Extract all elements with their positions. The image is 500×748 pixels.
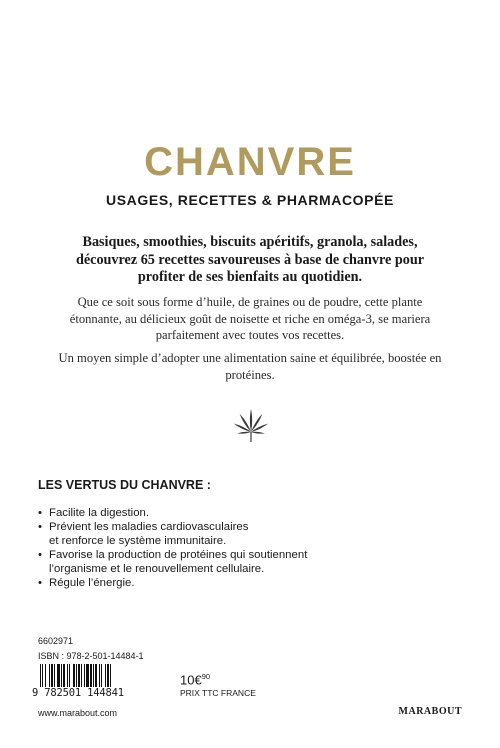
- price: [180, 672, 210, 687]
- lead-paragraph: Basiques, smoothies, biscuits apéritifs, granola, salades, découvrez 65 recettes savoureuses à base de chanvre pour profiter de ses bienfaits au quotidien.: [75, 234, 425, 285]
- list-item: [38, 576, 458, 590]
- hemp-leaf-icon: [231, 408, 271, 448]
- book-subtitle: USAGES, RECETTES & PHARMACOPÉE: [106, 192, 394, 208]
- barcode-digits: 9 782501 144841: [32, 687, 158, 699]
- website-link[interactable]: www.marabout.com: [38, 708, 118, 718]
- description-paragraph-2: Un moyen simple d’adopter une alimentation saine et équilibrée, boostée en protéines.: [58, 351, 442, 382]
- list-item-text: l’organisme et le renouvellement cellulaire.: [49, 563, 265, 575]
- description-paragraph-1: Que ce soit sous forme d’huile, de graines ou de poudre, cette plante étonnante, au délicieux goût de noisette et riche en oméga-3, se mariera parfaitement avec toutes vos recettes.: [69, 295, 431, 342]
- list-item-text: et renforce le système immunitaire.: [49, 535, 227, 547]
- virtues-list: [38, 506, 458, 590]
- list-item-text: Régule l’énergie.: [49, 577, 135, 589]
- publisher-logo: MARABOUT: [398, 706, 462, 717]
- list-item-text: Favorise la production de protéines qui soutiennent: [49, 549, 308, 561]
- list-item: [38, 520, 458, 548]
- isbn: ISBN : 978-2-501-14484-1: [38, 651, 144, 661]
- list-item-text: Facilite la digestion.: [49, 507, 150, 519]
- list-item: [38, 506, 458, 520]
- price-cents: 90: [201, 672, 211, 681]
- list-item-text: Prévient les maladies cardiovasculaires: [49, 521, 249, 533]
- book-title: CHANVRE: [144, 140, 356, 184]
- virtues-heading: LES VERTUS DU CHANVRE :: [38, 478, 211, 492]
- price-note: PRIX TTC FRANCE: [180, 688, 256, 698]
- list-item: [38, 548, 458, 576]
- price-main: 10€: [180, 672, 202, 688]
- product-code: 6602971: [38, 636, 74, 646]
